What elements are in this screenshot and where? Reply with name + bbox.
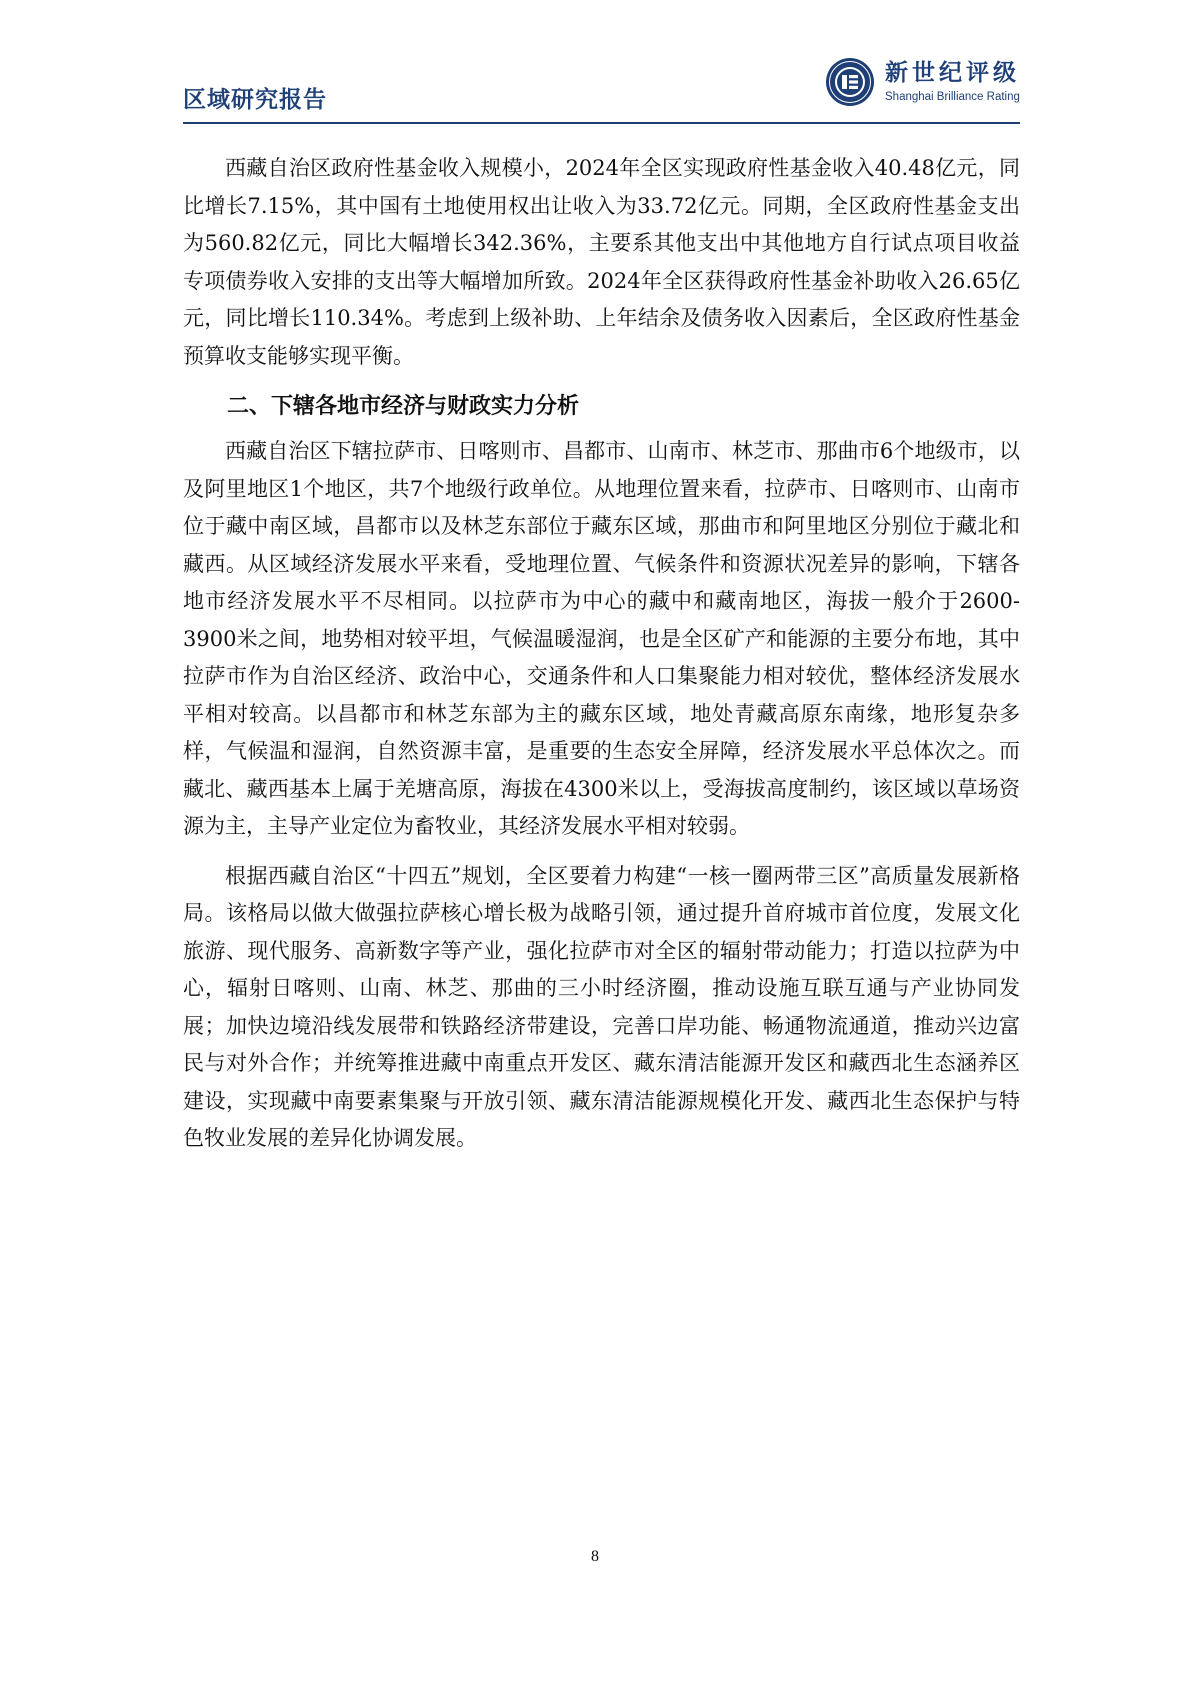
section-heading: 二、下辖各地市经济与财政实力分析 [227, 394, 580, 419]
brand-text [885, 59, 1020, 105]
brand-name-english: Shanghai Brilliance Rating [885, 91, 1020, 103]
page-header [183, 56, 1020, 120]
header-divider [183, 122, 1020, 124]
report-category-title: 区域研究报告 [183, 87, 327, 113]
brand-name-chinese: 新世纪评级 [885, 59, 1020, 86]
paragraph-fund-revenue: 西藏自治区政府性基金收入规模小，2024年全区实现政府性基金收入40.48亿元，同比增长7.15%，其中国有土地使用权出让收入为33.72亿元。同期，全区政府性基金支出为560.82亿元，同比大幅增长342.36%，主要系其他支出中其他地方自行试点项目收益专项债券收入安排的支出等大幅增加所致。2024年全区获得政府性基金补助收入26.65亿元，同比增长110.34%。考虑到上级补助、上年结余及债务收入因素后，全区政府性基金预算收支能够实现平衡。 [183, 156, 1020, 368]
brand-block [825, 54, 1020, 110]
sb-seal-logo-icon [825, 57, 875, 107]
page-number: 8 [591, 1548, 599, 1565]
paragraph-spacer [183, 846, 1020, 858]
paragraph-regional-overview: 西藏自治区下辖拉萨市、日喀则市、昌都市、山南市、林芝市、那曲市6个地级市，以及阿里地区1个地区，共7个地级行政单位。从地理位置来看，拉萨市、日喀则市、山南市位于藏中南区域，昌都市以及林芝东部位于藏东区域，那曲市和阿里地区分别位于藏北和藏西。从区域经济发展水平来看，受地理位置、气候条件和资源状况差异的影响，下辖各地市经济发展水平不尽相同。以拉萨市为中心的藏中和藏南地区，海拔一般介于2600-3900米之间，地势相对较平坦，气候温暖湿润，也是全区矿产和能源的主要分布地，其中拉萨市作为自治区经济、政治中心，交通条件和人口集聚能力相对较优，整体经济发展水平相对较高。以昌都市和林芝东部为主的藏东区域，地处青藏高原东南缘，地形复杂多样，气候温和湿润，自然资源丰富，是重要的生态安全屏障，经济发展水平总体次之。而藏北、藏西基本上属于羌塘高原，海拔在4300米以上，受海拔高度制约，该区域以草场资源为主，主导产业定位为畜牧业，其经济发展水平相对较弱。 [183, 439, 1020, 838]
report-body [183, 150, 1020, 1158]
paragraph-development-plan: 根据西藏自治区“十四五”规划，全区要着力构建“一核一圈两带三区”高质量发展新格局。该格局以做大做强拉萨核心增长极为战略引领，通过提升首府城市首位度，发展文化旅游、现代服务、高新数字等产业，强化拉萨市对全区的辐射带动能力；打造以拉萨为中心，辐射日喀则、山南、林芝、那曲的三小时经济圈，推动设施互联互通与产业协同发展；加快边境沿线发展带和铁路经济带建设，完善口岸功能、畅通物流通道，推动兴边富民与对外合作；并统筹推进藏中南重点开发区、藏东清洁能源开发区和藏西北生态涵养区建设，实现藏中南要素集聚与开放引领、藏东清洁能源规模化开发、藏西北生态保护与特色牧业发展的差异化协调发展。 [183, 863, 1020, 1150]
